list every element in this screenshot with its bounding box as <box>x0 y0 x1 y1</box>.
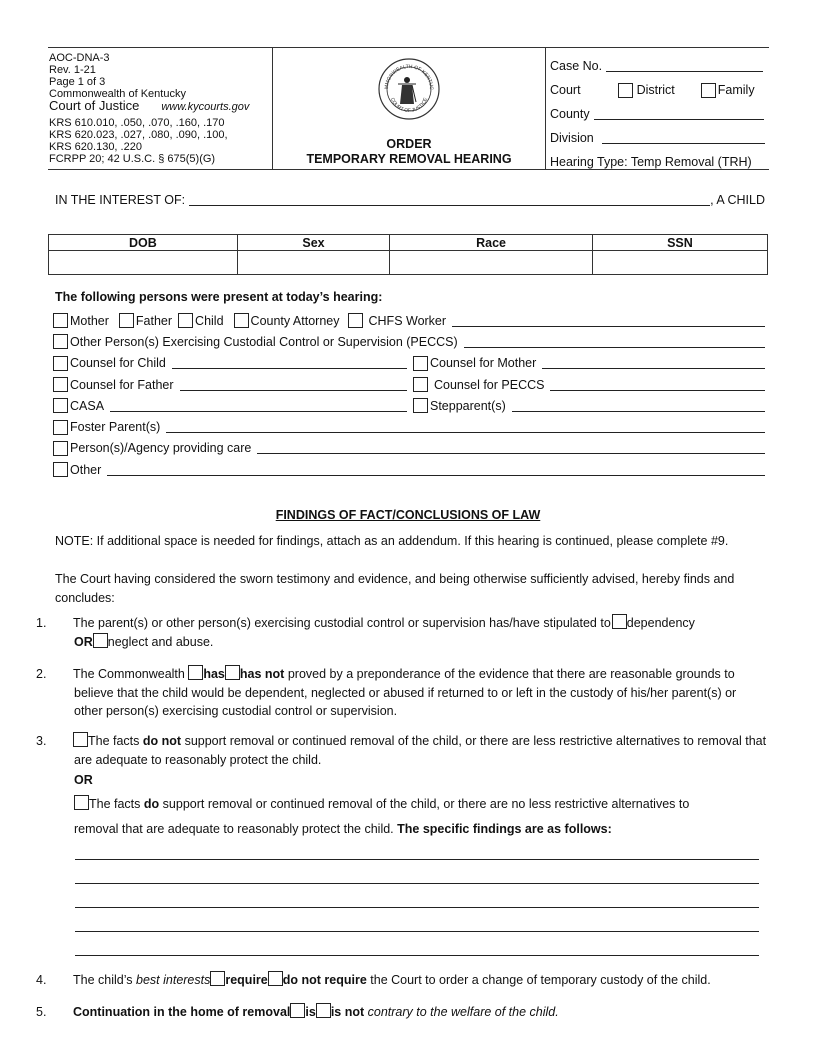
persons-present <box>53 290 765 480</box>
finding-3b-do: do <box>143 797 160 811</box>
is-checkbox[interactable] <box>290 1003 305 1018</box>
court-line <box>49 100 271 113</box>
county-row <box>550 102 770 126</box>
finding-3a-text-2: support removal or continued removal of the child, or there are less restrictive alternatives to removal that are adequate to reasonably protect the child. <box>74 734 767 767</box>
finding-1: 1. The parent(s) or other person(s) exercising custodial control or supervision has/have stipulated to dependency OR neglect and abuse. <box>36 616 695 649</box>
statute-2: KRS 620.023, .027, .080, .090, .100, <box>49 129 228 141</box>
header-divider-right <box>545 47 546 169</box>
dob-cell[interactable] <box>49 251 238 275</box>
district-label: District <box>636 83 675 97</box>
case-no-field[interactable] <box>606 60 763 72</box>
case-no-label: Case No. <box>550 59 603 73</box>
court-label: Court <box>550 83 581 97</box>
counsel-father-field[interactable] <box>180 379 407 391</box>
county-field[interactable] <box>594 108 764 120</box>
seal-top-text: MMONWEALTH OF KENTUC <box>383 63 435 91</box>
dependency-checkbox[interactable] <box>612 614 627 629</box>
finding-5: 5. Continuation in the home of removal is is not contrary to the welfare of the child. <box>36 1005 559 1019</box>
persons-title: The following persons were present at today’s hearing: <box>55 290 383 304</box>
finding-3: 3. The facts do not support removal or continued removal of the child, or there are less restrictive alternatives to removal that are adequate to reasonably protect the child. <box>36 734 767 767</box>
father-checkbox[interactable] <box>119 313 134 328</box>
chfs-worker-checkbox[interactable] <box>348 313 363 328</box>
persons-row-2 <box>53 331 765 352</box>
case-information <box>550 54 770 174</box>
persons-row-1 <box>53 310 765 331</box>
other-field[interactable] <box>107 464 765 476</box>
persons-row-4 <box>53 374 765 395</box>
foster-field[interactable] <box>166 421 765 433</box>
interest-suffix: , A CHILD <box>710 193 765 207</box>
district-checkbox[interactable] <box>618 83 633 98</box>
is-not-label: is not <box>330 1005 365 1019</box>
table-row <box>49 251 768 275</box>
casa-label: CASA <box>70 398 105 413</box>
counsel-father-checkbox[interactable] <box>53 377 68 392</box>
counsel-child-label: Counsel for Child <box>70 356 166 371</box>
has-not-checkbox[interactable] <box>225 665 240 680</box>
casa-field[interactable] <box>110 400 407 412</box>
persons-row-6 <box>53 416 765 437</box>
child-label: Child <box>195 313 224 328</box>
stepparent-checkbox[interactable] <box>413 398 428 413</box>
finding-3b-text-1: The facts <box>89 797 141 811</box>
dependency-label: dependency <box>626 616 695 630</box>
interest-line <box>55 193 765 207</box>
neglect-checkbox[interactable] <box>93 633 108 648</box>
seal-bottom-text: COURT OF JUSTICE <box>388 96 430 115</box>
commonwealth: Commonwealth of Kentucky <box>49 88 186 100</box>
counsel-mother-label: Counsel for Mother <box>430 356 537 371</box>
finding-4: 4. The child’s best interests require do not require the Court to order a change of temporary custody of the child. <box>36 973 711 987</box>
page-number: Page 1 of 3 <box>49 76 106 88</box>
finding-4-best-interests: best interests <box>136 973 211 987</box>
specific-findings-line-1[interactable] <box>75 859 759 860</box>
form-id: AOC-DNA-3 <box>49 52 110 64</box>
has-checkbox[interactable] <box>188 665 203 680</box>
finding-3b-text-2: support removal or continued removal of the child, or there are no less restrictive alternatives to <box>162 797 690 811</box>
counsel-mother-field[interactable] <box>542 357 765 369</box>
finding-3a-text-1: The facts <box>88 734 140 748</box>
finding-3b-cont <box>74 820 764 839</box>
persons-row-8 <box>53 459 765 480</box>
court-row <box>550 78 770 102</box>
finding-3-or <box>74 771 764 790</box>
court-of-justice: Court of Justice <box>49 98 140 113</box>
mother-label: Mother <box>70 313 109 328</box>
counsel-child-checkbox[interactable] <box>53 356 68 371</box>
sex-cell[interactable] <box>237 251 389 275</box>
finding-3b-specific: The specific findings are as follows: <box>397 822 612 836</box>
findings-title: FINDINGS OF FACT/CONCLUSIONS OF LAW <box>275 508 541 522</box>
statute-4: FCRPP 20; 42 U.S.C. § 675(5)(G) <box>49 153 216 165</box>
counsel-mother-checkbox[interactable] <box>413 356 428 371</box>
title-hearing: TEMPORARY REMOVAL HEARING <box>306 152 512 166</box>
county-attorney-label: County Attorney <box>250 313 340 328</box>
col-ssn: SSN <box>592 235 767 251</box>
statute-3: KRS 620.130, .220 <box>49 141 142 153</box>
race-cell[interactable] <box>390 251 593 275</box>
finding-2-text-a: The Commonwealth <box>73 667 185 681</box>
counsel-peccs-label: Counsel for PECCS <box>434 377 545 392</box>
title-order: ORDER <box>386 137 432 151</box>
persons-row-3 <box>53 353 765 374</box>
specific-findings-line-2[interactable] <box>75 883 759 884</box>
facts-do-not-checkbox[interactable] <box>73 732 88 747</box>
hearing-type: Hearing Type: Temp Removal (TRH) <box>550 155 752 169</box>
counsel-peccs-checkbox[interactable] <box>413 377 428 392</box>
finding-4-text-a: The child’s <box>73 973 133 987</box>
finding-3-or-label: OR <box>74 773 93 787</box>
facts-do-checkbox[interactable] <box>74 795 89 810</box>
finding-2: 2. The Commonwealth has has not proved by a preponderance of the evidence that there are reasonable grounds to believe that the child would be dependent, neglected or abused if returned to or left in the custody of his/her parent(s) or other person(s) exercising custodial control or supervision. <box>36 667 737 718</box>
family-checkbox[interactable] <box>701 83 716 98</box>
peccs-field[interactable] <box>464 336 765 348</box>
interest-label: IN THE INTEREST OF: <box>55 193 186 207</box>
other-label: Other <box>70 462 102 477</box>
family-label: Family <box>717 83 755 97</box>
col-race: Race <box>390 235 593 251</box>
form-identification <box>49 52 271 165</box>
is-not-checkbox[interactable] <box>316 1003 331 1018</box>
agency-checkbox[interactable] <box>53 441 68 456</box>
specific-findings-line-4[interactable] <box>75 931 759 932</box>
county-attorney-checkbox[interactable] <box>234 313 249 328</box>
peccs-checkbox[interactable] <box>53 334 68 349</box>
division-field[interactable] <box>602 132 765 144</box>
stepparent-field[interactable] <box>512 400 765 412</box>
col-dob: DOB <box>49 235 238 251</box>
specific-findings-line-3[interactable] <box>75 907 759 908</box>
case-no-row <box>550 54 770 78</box>
child-checkbox[interactable] <box>178 313 193 328</box>
finding-3b-text-3: removal that are adequate to reasonably protect the child. <box>74 822 394 836</box>
child-info-table <box>48 234 768 275</box>
counsel-father-label: Counsel for Father <box>70 377 174 392</box>
court-seal-icon <box>378 58 440 120</box>
division-row <box>550 126 770 150</box>
child-name-field[interactable] <box>189 194 710 206</box>
foster-label: Foster Parent(s) <box>70 420 161 435</box>
require-checkbox[interactable] <box>210 971 225 986</box>
chfs-worker-label: CHFS Worker <box>368 313 447 328</box>
father-label: Father <box>135 313 173 328</box>
findings-note: NOTE: If additional space is needed for findings, attach as an addendum. If this hearing is continued, please complete #9. <box>55 534 729 548</box>
document-title <box>273 137 545 167</box>
finding-5-text-b: contrary to the welfare of the child. <box>367 1005 559 1019</box>
website: www.kycourts.gov <box>161 101 250 113</box>
require-label: require <box>225 973 268 987</box>
peccs-label: Other Person(s) Exercising Custodial Control or Supervision (PECCS) <box>70 334 458 349</box>
division-label: Division <box>550 131 594 145</box>
casa-checkbox[interactable] <box>53 398 68 413</box>
form-revision: Rev. 1-21 <box>49 64 96 76</box>
counsel-peccs-field[interactable] <box>550 379 765 391</box>
finding-1-text: The parent(s) or other person(s) exercising custodial control or supervision has/have stipulated to <box>73 616 611 630</box>
counsel-child-field[interactable] <box>172 357 407 369</box>
foster-checkbox[interactable] <box>53 420 68 435</box>
statute-1: KRS 610.010, .050, .070, .160, .170 <box>49 117 225 129</box>
is-label: is <box>305 1005 316 1019</box>
mother-checkbox[interactable] <box>53 313 68 328</box>
finding-3b <box>74 795 764 814</box>
finding-2-text-b: proved by a preponderance of the evidence that there are reasonable grounds to believe that the child would be dependent, neglected or abused if returned to or left in the custody of his/her parent(s) or other person(s) exercising custodial control or supervision. <box>74 667 737 718</box>
persons-row-5 <box>53 395 765 416</box>
has-label: has <box>203 667 225 681</box>
ssn-cell[interactable] <box>592 251 767 275</box>
chfs-worker-field[interactable] <box>452 315 765 327</box>
agency-field[interactable] <box>257 442 765 454</box>
finding-3a-do-not: do not <box>142 734 182 748</box>
col-sex: Sex <box>237 235 389 251</box>
other-checkbox[interactable] <box>53 462 68 477</box>
has-not-label: has not <box>239 667 285 681</box>
do-not-require-checkbox[interactable] <box>268 971 283 986</box>
table-header-row <box>49 235 768 251</box>
finding-4-text-b: the Court to order a change of temporary custody of the child. <box>370 973 711 987</box>
county-label: County <box>550 107 590 121</box>
persons-row-7 <box>53 438 765 459</box>
do-not-require-label: do not require <box>282 973 367 987</box>
header-top-rule <box>48 47 769 48</box>
findings-intro: The Court having considered the sworn testimony and evidence, and being otherwise sufficiently advised, hereby finds and concludes: <box>55 572 735 605</box>
neglect-label: neglect and abuse. <box>107 634 214 649</box>
agency-label: Person(s)/Agency providing care <box>70 441 252 456</box>
finding-5-text-a: Continuation in the home of removal <box>73 1005 291 1019</box>
finding-1-or: OR <box>74 634 93 649</box>
stepparent-label: Stepparent(s) <box>430 398 506 413</box>
specific-findings-line-5[interactable] <box>75 955 759 956</box>
